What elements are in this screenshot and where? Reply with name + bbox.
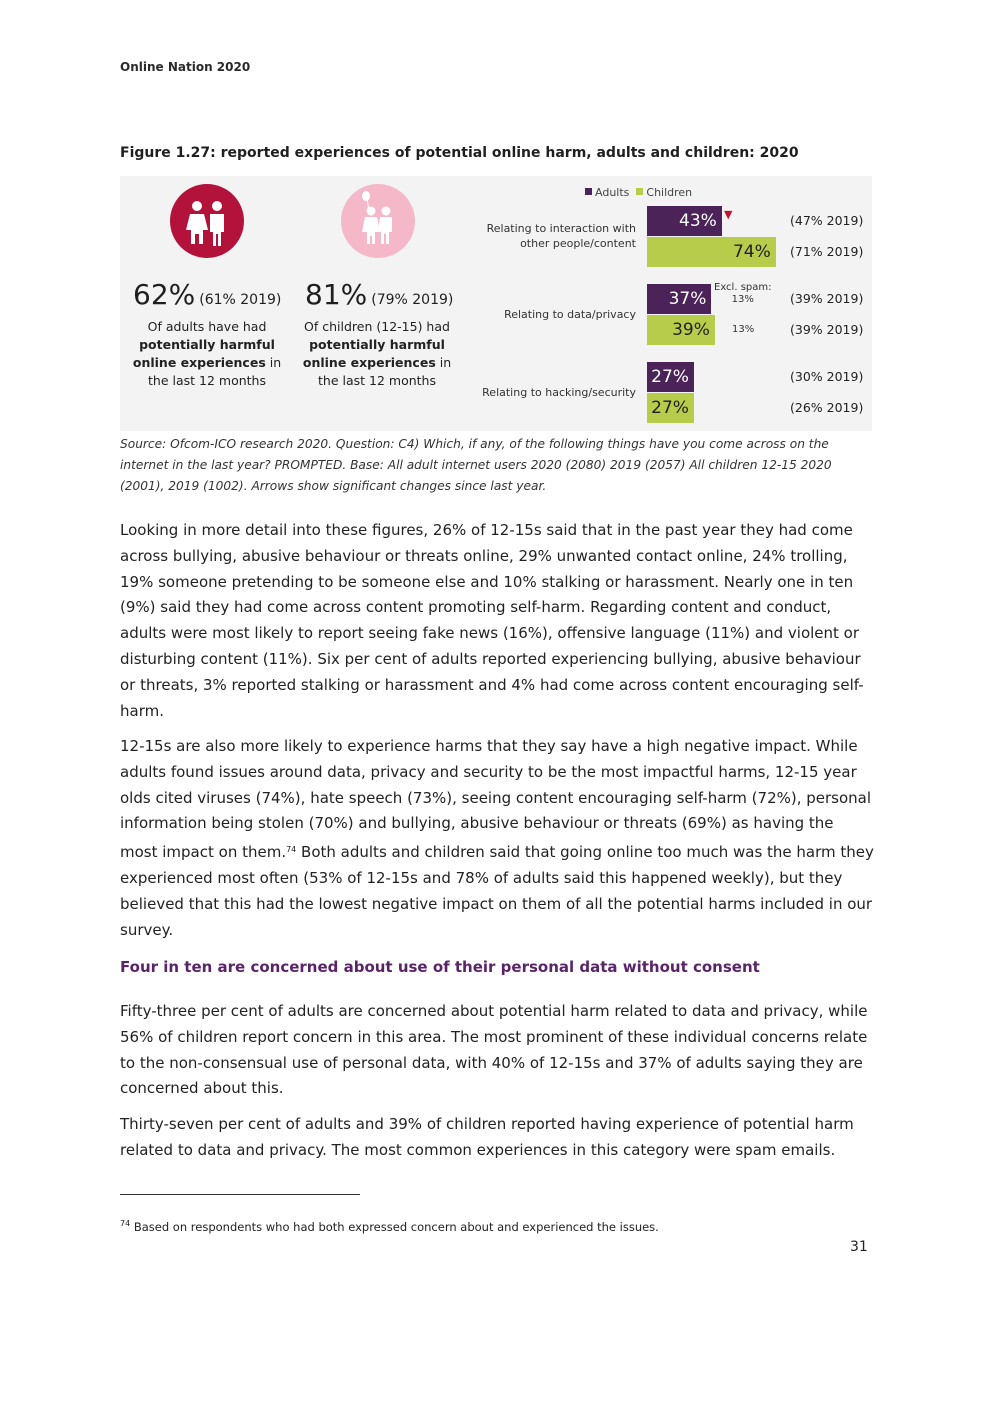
category-label-hacking-security-line1: Relating to hacking/security <box>482 386 636 399</box>
category-label-interaction-line1: Relating to interaction with <box>486 222 636 235</box>
body-paragraph-2-part-b: Both adults and children said that going online too much was the harm they experienced most often (53% of 12-15s and 78% of adults said this happened weekly), but they believed that this had the lowest negative impact on them of all the potential harms included in our survey. <box>120 843 874 939</box>
children-prior-value: (79% 2019) <box>371 292 454 308</box>
children-description <box>292 318 462 390</box>
figure-source-note: Source: Ofcom-ICO research 2020. Question: C4) Which, if any, of the following things have you come across on the internet in the last year? PROMPTED. Base: All adult internet users 2020 (2080) 2019 (2057) All children 12-15 2020 (2001), 2019 (1002). Arrows show significant changes since last year. <box>120 437 832 493</box>
prior-year-label-adults-2: (39% 2019) <box>790 291 864 306</box>
bar-children-1: 74% <box>647 237 776 267</box>
adults-prior-value: (61% 2019) <box>199 292 282 308</box>
bar-children-3: 27% <box>647 393 694 423</box>
legend-swatch-adults <box>585 188 592 195</box>
adults-desc-line4: the last 12 months <box>148 373 266 388</box>
significant-decrease-arrow-icon: ▼ <box>724 208 733 221</box>
children-desc-line1: Of children (12-15) had <box>304 319 450 334</box>
children-icon <box>341 184 415 258</box>
prior-year-label-adults-1: (47% 2019) <box>790 213 864 228</box>
body-paragraph-3: Fifty-three per cent of adults are concerned about potential harm related to data and privacy, while 56% of children report concern in this area. The most prominent of these individual concerns relate to the non-consensual use of personal data, with 40% of 12-15s and 37% of adults saying they are concerned about this. <box>120 1002 868 1098</box>
excl-spam-adults-value: 13% <box>731 294 754 305</box>
document-header-title: Online Nation 2020 <box>120 60 251 74</box>
body-paragraph-1: Looking in more detail into these figures, 26% of 12-15s said that in the past year they had come across bullying, abusive behaviour or threats online, 29% unwanted contact online, 24% trolling, 19% someone pretending to be someone else and 10% stalking or harassment. Nearly one in ten (9%) said they had come across content promoting self-harm. Regarding content and conduct, adults were most likely to report seeing fake news (16%), offensive language (11%) and violent or disturbing content (11%). Six per cent of adults reported experiencing bullying, abusive behaviour or threats, 3% reported stalking or harassment and 4% had come across content encouraging self-harm. <box>120 521 864 720</box>
adults-percentage <box>133 278 281 311</box>
legend-label-adults: Adults <box>595 186 630 199</box>
footnote <box>120 1219 659 1234</box>
body-paragraph-2 <box>120 734 875 943</box>
page-number: 31 <box>850 1239 868 1255</box>
legend-label-children: Children <box>646 186 693 199</box>
adults-desc-line1: Of adults have had <box>147 319 267 334</box>
excl-spam-children-value: 13% <box>732 324 755 335</box>
children-desc-bold1: potentially harmful <box>309 337 445 352</box>
figure-title: Figure 1.27: reported experiences of potential online harm, adults and children: 2020 <box>120 145 799 161</box>
footnote-divider <box>120 1194 360 1195</box>
adults-description <box>122 318 292 390</box>
excl-spam-annotation-children <box>732 324 754 336</box>
section-subheading: Four in ten are concerned about use of their personal data without consent <box>120 958 760 976</box>
legend-swatch-children <box>636 188 643 195</box>
category-label-interaction-line2: other people/content <box>520 237 636 250</box>
adults-icon <box>170 184 244 258</box>
prior-year-label-children-1: (71% 2019) <box>790 244 864 259</box>
excl-spam-label: Excl. spam: <box>714 282 772 293</box>
adults-desc-bold1: potentially harmful <box>139 337 275 352</box>
figure-panel <box>120 176 872 431</box>
prior-year-label-children-2: (39% 2019) <box>790 322 864 337</box>
adults-big-value: 62% <box>133 278 196 311</box>
bar-adults-3: 27% <box>647 362 694 392</box>
category-label-hacking-security <box>466 385 636 400</box>
children-percentage <box>305 278 453 311</box>
footnote-text: Based on respondents who had both expressed concern about and experienced the issues. <box>130 1220 659 1234</box>
footnote-reference-74[interactable]: 74 <box>286 845 297 855</box>
category-label-interaction <box>466 221 636 251</box>
excl-spam-annotation-adults <box>714 282 772 306</box>
bar-adults-2: 37% <box>647 284 711 314</box>
category-label-data-privacy-line1: Relating to data/privacy <box>504 308 636 321</box>
children-desc-in: in <box>435 355 452 370</box>
body-paragraph-4: Thirty-seven per cent of adults and 39% of children reported having experience of potential harm related to data and privacy. The most common experiences in this category were spam emails. <box>120 1115 854 1159</box>
adults-desc-bold2: online experiences <box>132 355 266 370</box>
chart-legend <box>585 186 692 199</box>
prior-year-label-adults-3: (30% 2019) <box>790 369 864 384</box>
adults-desc-in: in <box>265 355 282 370</box>
children-big-value: 81% <box>305 278 368 311</box>
bar-children-2: 39% <box>647 315 715 345</box>
bar-adults-1: 43% <box>647 206 722 236</box>
children-desc-line4: the last 12 months <box>318 373 436 388</box>
children-desc-bold2: online experiences <box>302 355 436 370</box>
footnote-number: 74 <box>120 1219 131 1228</box>
body-paragraph-2-part-a: 12-15s are also more likely to experience harms that they say have a high negative impact. While adults found issues around data, privacy and security to be the most impactful harms, 12-15 year olds cited viruses (74%), hate speech (73%), seeing content encouraging self-harm (72%), personal information being stolen (70%) and bullying, abusive behaviour or threats (69%) as having the most impact on them. <box>120 737 872 862</box>
prior-year-label-children-3: (26% 2019) <box>790 400 864 415</box>
category-label-data-privacy <box>466 307 636 322</box>
